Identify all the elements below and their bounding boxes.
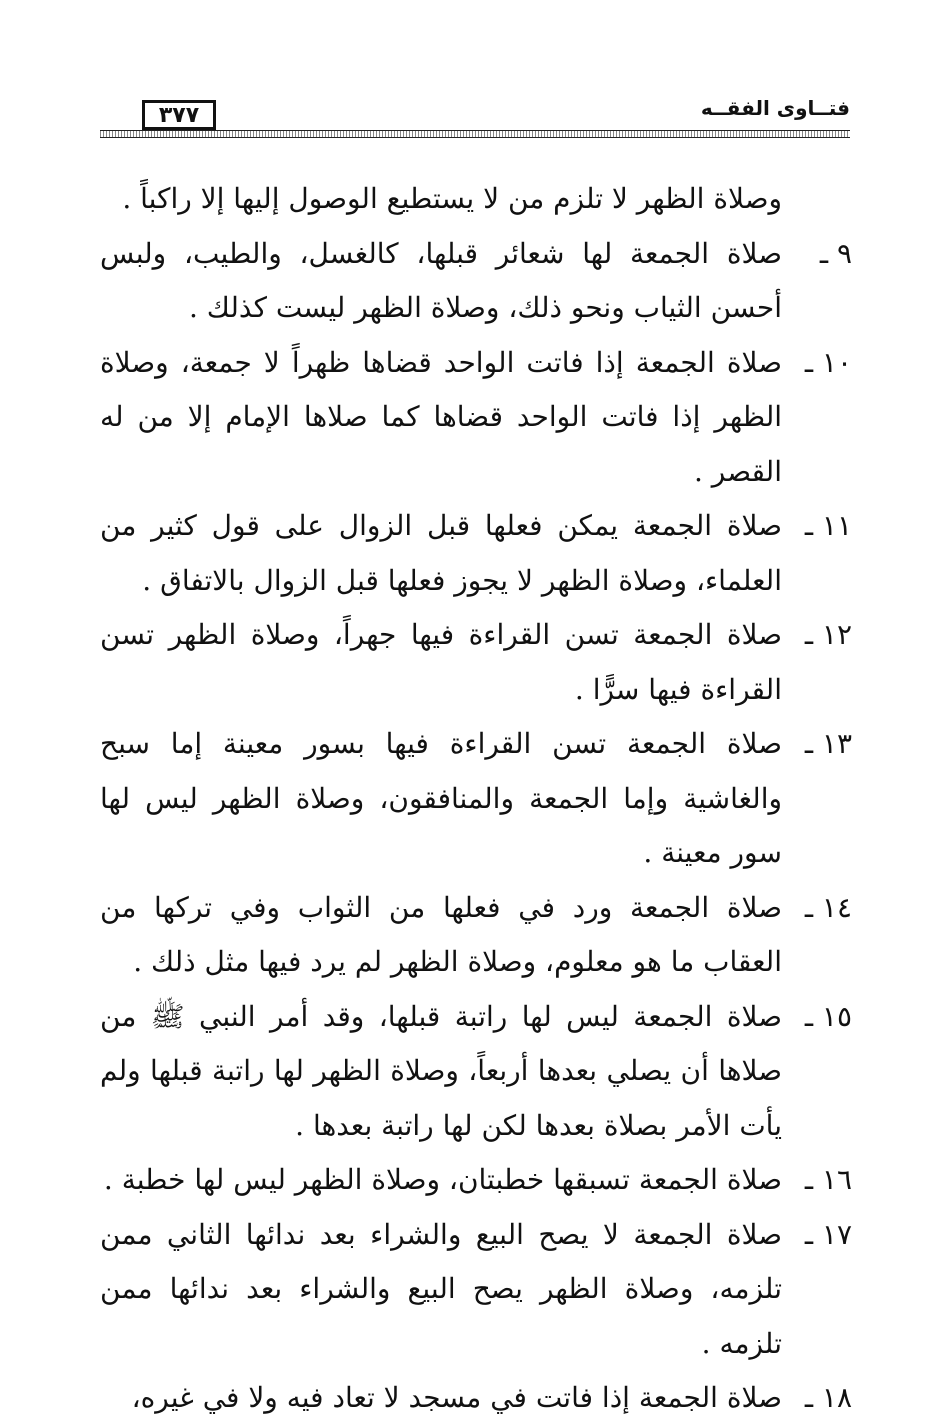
- item-number: ١٣ ـ: [804, 727, 852, 760]
- item-number: ٩ ـ: [819, 236, 852, 270]
- item-number: ١٤ ـ: [804, 890, 852, 924]
- list-item: [100, 1371, 852, 1426]
- item-number: ١٥ ـ: [804, 999, 852, 1033]
- list-item: [100, 499, 852, 608]
- item-number: ١٦ ـ: [804, 1163, 852, 1196]
- item-text: صلاة الجمعة تسن القراءة فيها بسور معينة إما سبح والغاشية وإما الجمعة والمنافقون، وصلاة الظهر ليس لها سور معينة .: [100, 727, 782, 869]
- item-text: صلاة الجمعة يمكن فعلها قبل الزوال على قول كثير من العلماء، وصلاة الظهر لا يجوز فعلها قبل الزوال بالاتفاق .: [100, 509, 782, 597]
- page-number: ٣٧٧: [142, 100, 216, 130]
- list-item: [100, 881, 852, 990]
- item-text: صلاة الجمعة ليس لها راتبة قبلها، وقد أمر النبي ﷺ من صلاها أن يصلي بعدها أربعاً، وصلاة الظهر لها راتبة قبلها ولم يأت الأمر بصلاة بعدها لكن لها راتبة بعدها .: [100, 999, 782, 1142]
- item-number: ١٠ ـ: [804, 345, 852, 379]
- item-text: صلاة الجمعة لا يصح البيع والشراء بعد ندائها الثاني ممن تلزمه، وصلاة الظهر يصح البيع والشراء بعد ندائها ممن تلزمه .: [100, 1217, 782, 1360]
- item-number: ١١ ـ: [804, 509, 852, 542]
- item-number: ١٧ ـ: [804, 1217, 852, 1251]
- item-text: صلاة الجمعة ورد في فعلها من الثواب وفي تركها من العقاب ما هو معلوم، وصلاة الظهر لم يرد فيها مثل ذلك .: [100, 890, 782, 978]
- item-number: ١٨ ـ: [804, 1381, 852, 1414]
- header-rule: [100, 130, 850, 138]
- item-text: صلاة الجمعة تسبقها خطبتان، وصلاة الظهر ليس لها خطبة .: [103, 1163, 782, 1196]
- list-item: [100, 1208, 852, 1372]
- item-text: صلاة الجمعة تسن القراءة فيها جهراً، وصلاة الظهر تسن القراءة فيها سرًّا .: [100, 618, 782, 706]
- list-item: [100, 227, 852, 336]
- item-text: صلاة الجمعة إذا فاتت في مسجد لا تعاد فيه ولا في غيره،: [131, 1381, 782, 1414]
- page-header: [100, 92, 850, 136]
- list-item: [100, 717, 852, 881]
- list-item: [100, 336, 852, 500]
- list-item: [100, 990, 852, 1154]
- item-number: ١٢ ـ: [804, 618, 852, 651]
- intro-line: وصلاة الظهر لا تلزم من لا يستطيع الوصول إليها إلا راكباً .: [122, 182, 782, 215]
- item-text: صلاة الجمعة لها شعائر قبلها، كالغسل، والطيب، ولبس أحسن الثياب ونحو ذلك، وصلاة الظهر ليست كذلك .: [100, 236, 783, 324]
- item-text: صلاة الجمعة إذا فاتت الواحد قضاها ظهراً لا جمعة، وصلاة الظهر إذا فاتت الواحد قضاها كما صلاها الإمام إلا من له القصر .: [100, 345, 782, 488]
- page-body: [100, 172, 852, 1426]
- list-item: [100, 608, 852, 717]
- list-item: [100, 1153, 852, 1208]
- book-title: فتــاوى الفقــه: [700, 96, 850, 120]
